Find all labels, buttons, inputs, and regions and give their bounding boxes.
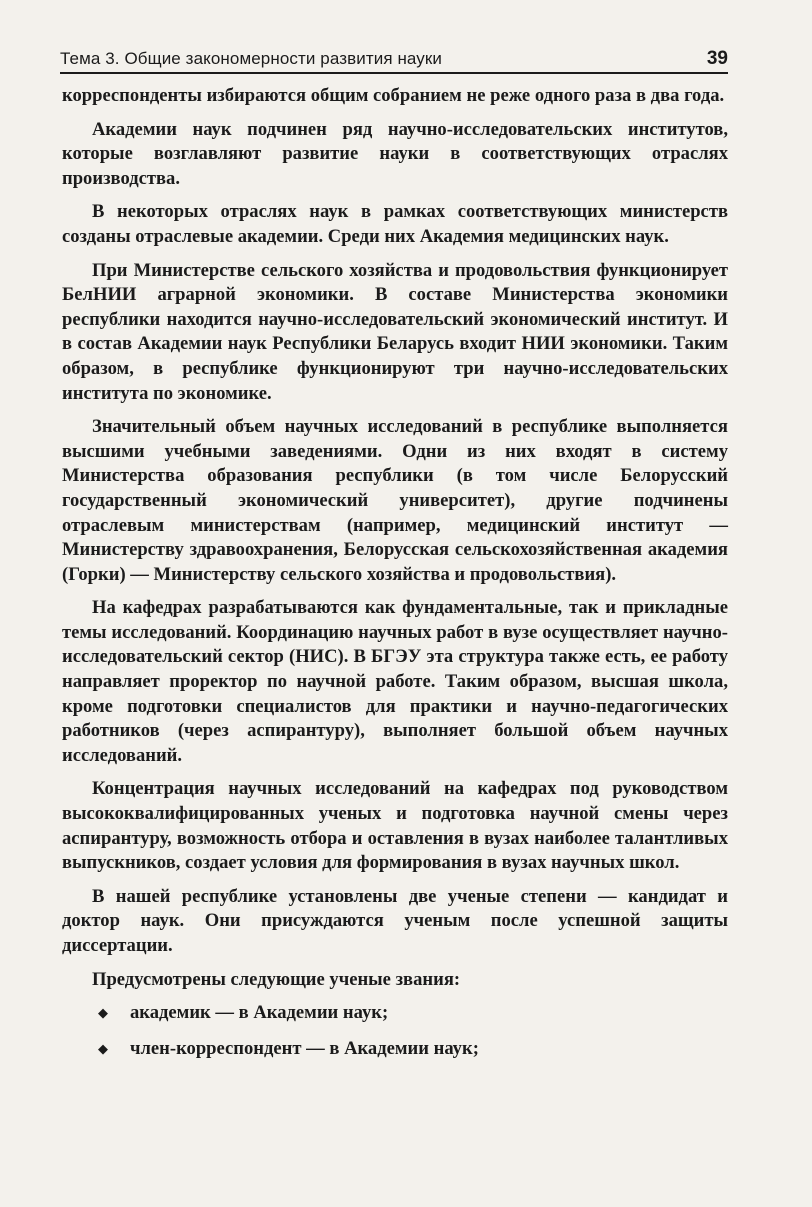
paragraph-academy-institutes: Академии наук подчинен ряд научно-исследовательских институтов, которые возглавляют развитие науки в соответствующих отраслях производства. (62, 118, 728, 189)
paragraph-continuation: корреспонденты избираются общим собранием не реже одного раза в два года. (62, 85, 725, 106)
list-item (62, 1001, 728, 1026)
academic-titles-list (62, 1001, 728, 1061)
page-number: 39 (706, 48, 728, 69)
chapter-title: Тема 3. Общие закономерности развития науки (60, 49, 443, 68)
diamond-bullet-icon: ◆ (98, 1040, 108, 1056)
paragraph-branch-academies: В некоторых отраслях наук в рамках соответствующих министерств созданы отраслевые академии. Среди них Академия медицинских наук. (62, 201, 728, 247)
list-item-text: академик — в Академии наук; (130, 1002, 389, 1024)
paragraph-academic-titles-intro: Предусмотрены следующие ученые звания: (92, 968, 461, 990)
list-item (62, 1037, 728, 1062)
paragraph-scientific-schools: Концентрация научных исследований на кафедрах под руководством высококвалифицированных ученых и подготовка научной смены через аспирантуру, возможность отбора и оставления в вузах наиболее талантливых выпускников, создает условия для формирования в вузах научных школ. (62, 778, 728, 874)
paragraph-universities-research: Значительный объем научных исследований в республике выполняется высшими учебными заведениями. Одни из них входят в систему Министерства образования республики (в том числе Белорусский государственный экономический университет), другие подчинены отраслевым министерствам (например, медицинский институт — Министерству здравоохранения, Белорусская сельскохозяйственная академия (Горки) — Министерству сельского хозяйства и продовольствия). (62, 416, 728, 585)
page-body (62, 84, 728, 1072)
list-item-text: член-корреспондент — в Академии наук; (130, 1037, 479, 1059)
running-header (60, 42, 728, 74)
paragraph-departments-research: На кафедрах разрабатываются как фундаментальные, так и прикладные темы исследований. Координацию научных работ в вузе осуществляет научно-исследовательский сектор (НИС). В БГЭУ эта структура также есть, ее работу направляет проректор по научной работе. Таким образом, высшая школа, кроме подготовки специалистов для практики и научно-педагогических работников (через аспирантуру), выполняет большой объем научных исследований. (62, 597, 728, 766)
paragraph-academic-degrees: В нашей республике установлены две ученые степени — кандидат и доктор наук. Они присуждаются ученым после успешной защиты диссертации. (62, 885, 728, 956)
paragraph-economic-institutes: При Министерстве сельского хозяйства и продовольствия функционирует БелНИИ аграрной экономики. В составе Министерства экономики республики находится научно-исследовательский экономический институт. И в состав Академии наук Республики Беларусь входит НИИ экономики. Таким образом, в республике функционируют три научно-исследовательских института по экономике. (62, 259, 728, 404)
diamond-bullet-icon: ◆ (98, 1005, 108, 1021)
